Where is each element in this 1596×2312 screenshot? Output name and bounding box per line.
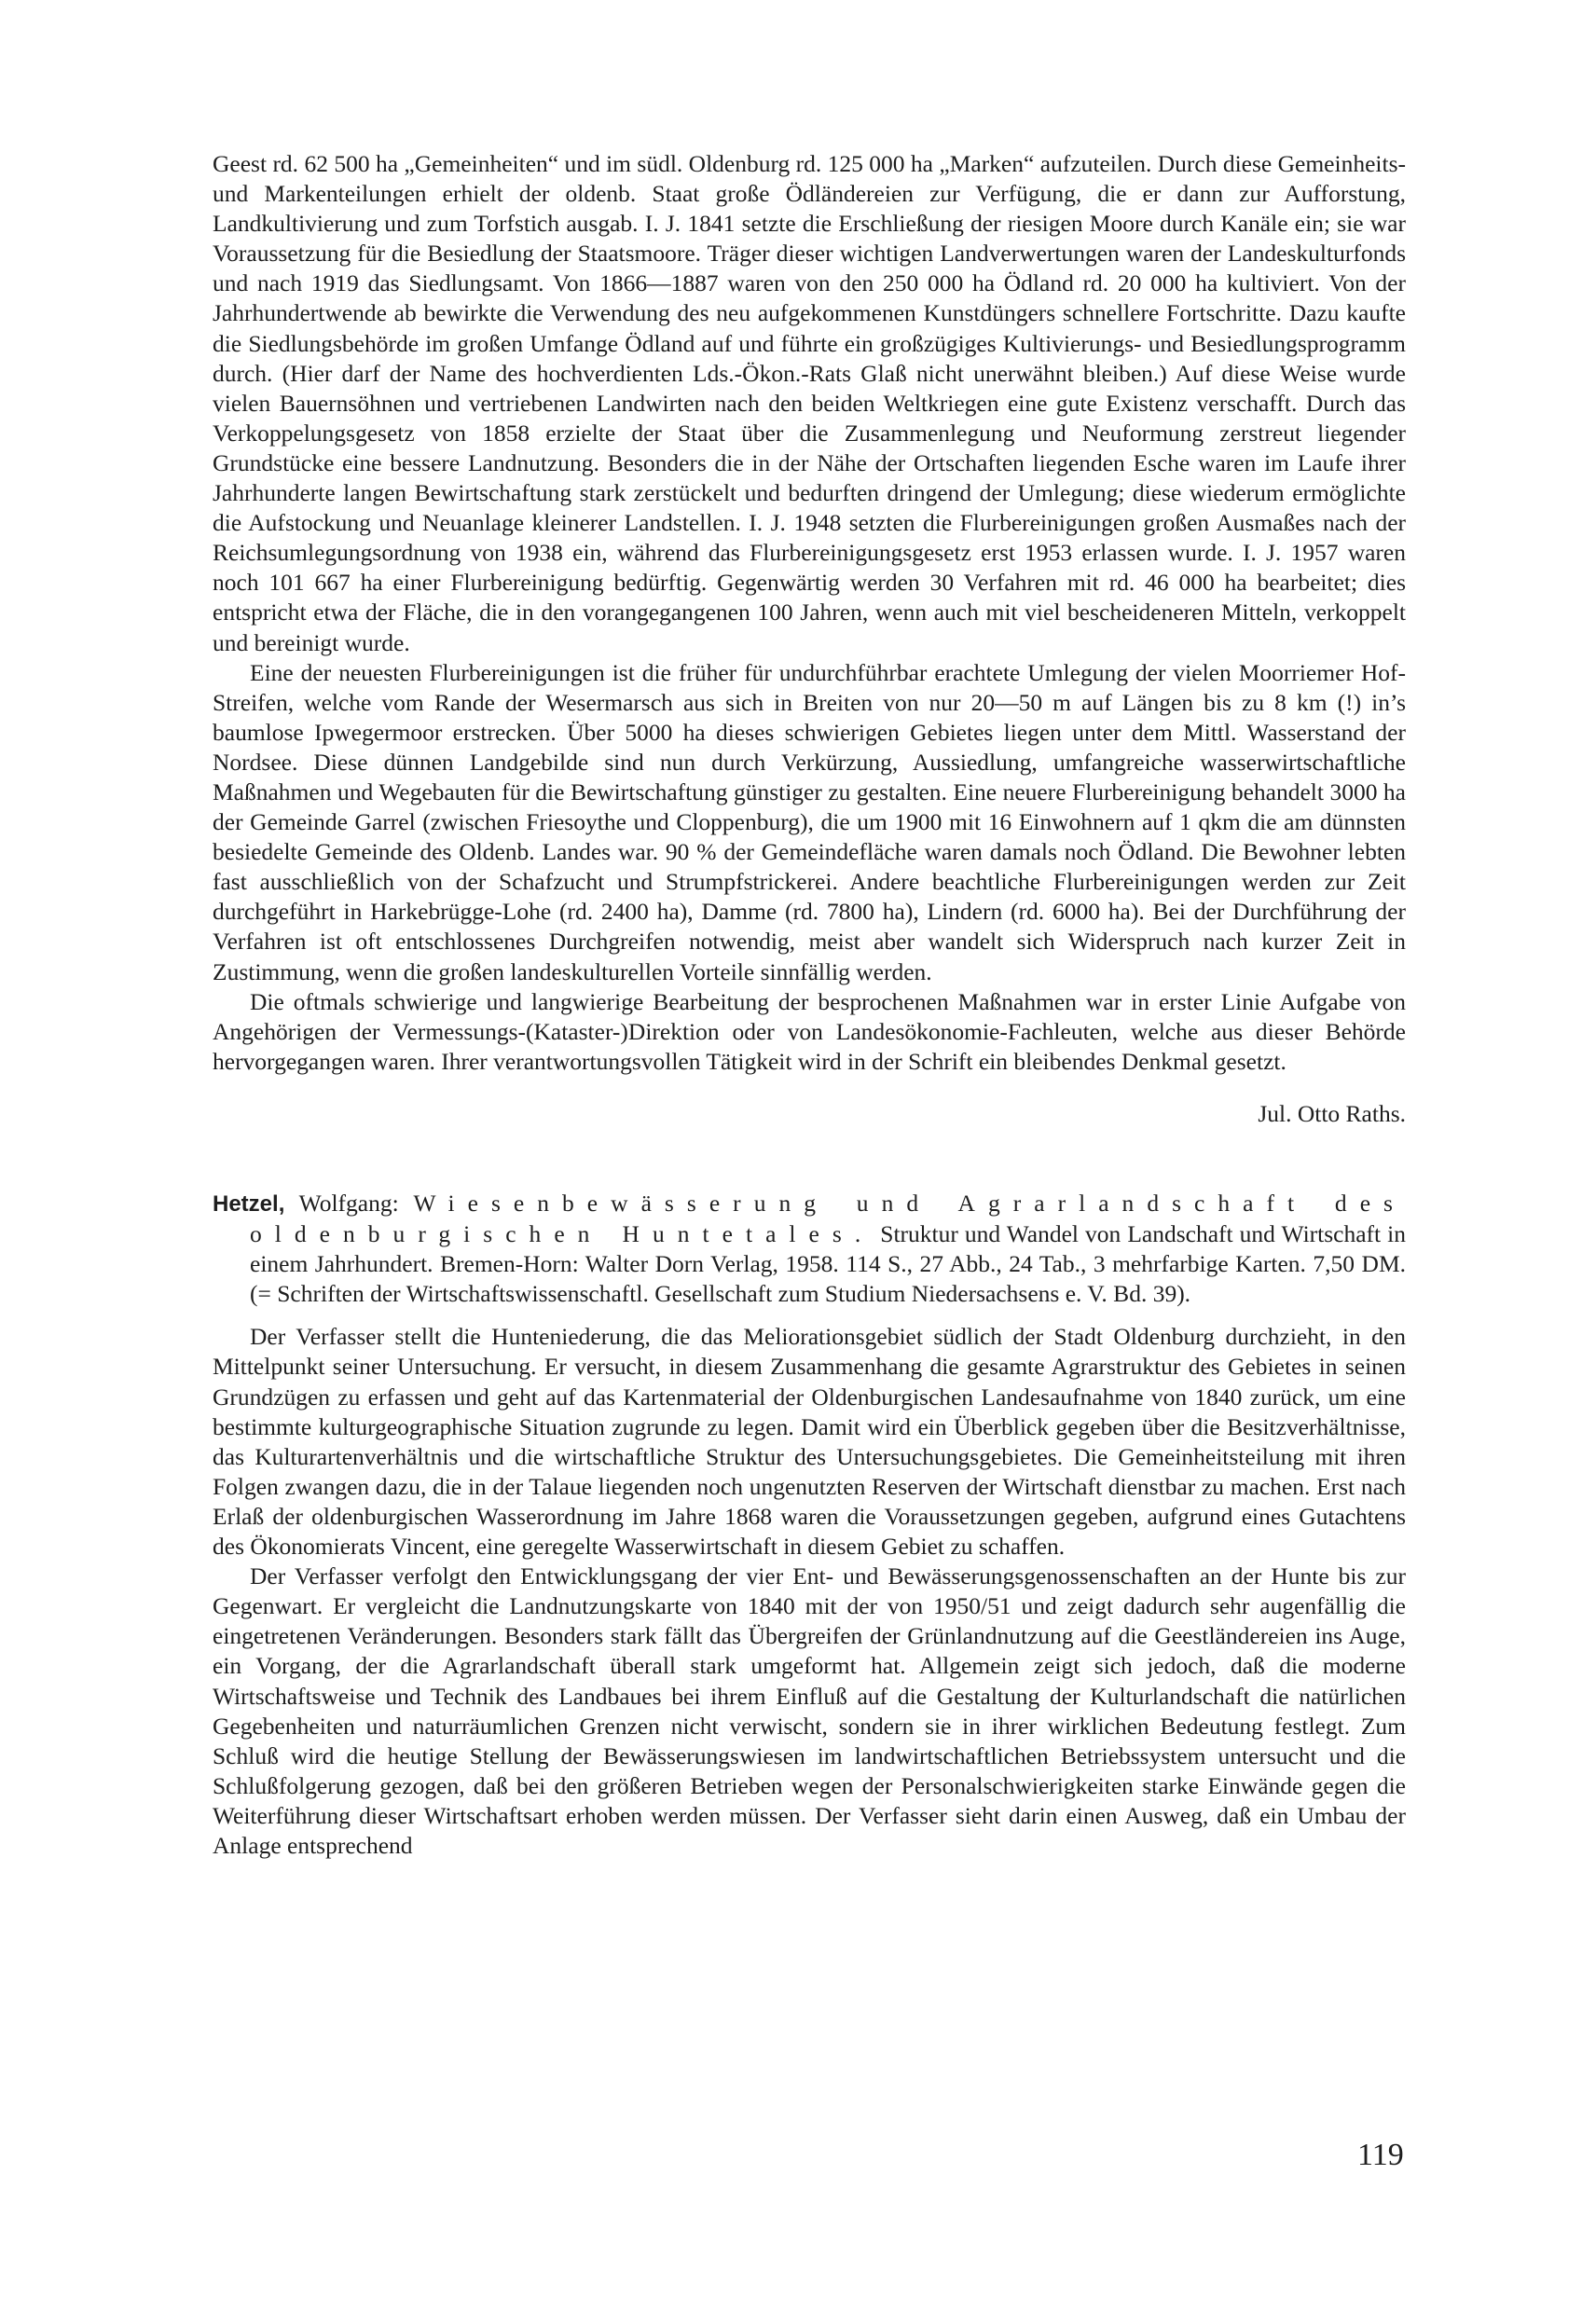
body-paragraph: Eine der neuesten Flurbereinigungen ist die früher für undurchführbar erachtete Umlegung der vielen Moorriemer Hof-Streifen, welche vom Rande der Wesermarsch aus sich in Breiten von nur 20—50 m auf Längen bis zu 8 km (!) in’s baumlose Ipwegermoor erstrecken. Über 5000 ha dieses schwierigen Gebietes liegen unter dem Mittl. Wasserstand der Nordsee. Diese dünnen Landgebilde sind nun durch Verkürzung, Aussiedlung, umfangreiche wasserwirtschaftliche Maßnahmen und Wegebauten für die Bewirtschaftung günstiger zu gestalten. Eine neuere Flurbereinigung behandelt 3000 ha der Gemeinde Garrel (zwischen Friesoythe und Cloppenburg), die um 1900 mit 16 Einwohnern auf 1 qkm die am dünnsten besiedelte Gemeinde des Oldenb. Landes war. 90 % der Gemeindefläche waren damals noch Ödland. Die Bewohner lebten fast ausschließlich von der Schafzucht und Strumpfstrickerei. Andere beachtliche Flurbereinigungen werden zur Zeit durchgeführt in Harkebrügge-Lohe (rd. 2400 ha), Damme (rd. 7800 ha), Lindern (rd. 6000 ha). Bei der Durchführung der Verfahren ist oft entschlossenes Durchgreifen notwendig, meist aber wandelt sich Widerspruch nach kurzer Zeit in Zustimmung, wenn die großen landeskulturellen Vorteile sinnfällig werden. (213, 658, 1406, 985)
book-review (213, 1189, 1406, 1861)
bibliographic-entry (213, 1189, 1406, 1309)
body-paragraph: Der Verfasser stellt die Hunteniederung, die das Meliorationsgebiet südlich der Stadt Oldenburg durchzieht, in den Mittelpunkt seiner Untersuchung. Er versucht, in diesem Zusammenhang die gesamte Agrarstruktur des Gebietes in seinen Grundzügen zu erfassen und geht auf das Kartenmaterial der Oldenburgischen Landesaufnahme von 1840 zurück, um eine bestimmte kulturgeographische Situation zugrunde zu legen. Damit wird ein Überblick gegeben über die Besitzverhältnisse, das Kulturartenverhältnis und die wirtschaftliche Struktur des Untersuchungsgebietes. Die Gemeinheitsteilung mit ihren Folgen zwangen dazu, die in der Talaue liegenden noch ungenutzten Reserven der Wirtschaft dienstbar zu machen. Erst nach Erlaß der oldenburgischen Wasserordnung im Jahre 1868 waren die Voraussetzungen gegeben, aufgrund eines Gutachtens des Ökonomierats Vincent, eine geregelte Wasserwirtschaft in diesem Gebiet zu schaffen. (213, 1323, 1406, 1561)
body-paragraph: Geest rd. 62 500 ha „Gemeinheiten“ und im südl. Oldenburg rd. 125 000 ha „Marken“ aufzuteilen. Durch diese Gemeinheits- und Markenteilungen erhielt der oldenb. Staat große Ödländereien zur Verfügung, die er dann zur Aufforstung, Landkultivierung und zum Torfstich ausgab. I. J. 1841 setzte die Erschließung der riesigen Moore durch Kanäle ein; sie war Voraussetzung für die Besiedlung der Staatsmoore. Träger dieser wichtigen Landverwertungen waren der Landeskulturfonds und nach 1919 das Siedlungsamt. Von 1866—1887 waren von den 250 000 ha Ödland rd. 20 000 ha kultiviert. Von der Jahrhundertwende ab bewirkte die Verwendung des neu aufgekommenen Kunstdüngers schnellere Fortschritte. Dazu kaufte die Siedlungsbehörde im großen Umfange Ödland auf und führte ein großzügiges Kultivierungs- und Besiedlungsprogramm durch. (Hier darf der Name des hochverdienten Lds.-Ökon.-Rats Glaß nicht unerwähnt bleiben.) Auf diese Weise wurde vielen Bauernsöhnen und vertriebenen Landwirten nach den beiden Weltkriegen eine gute Existenz verschafft. Durch das Verkoppelungsgesetz von 1858 erzielte der Staat über die Zusammenlegung und Neuformung zerstreut liegender Grundstücke eine bessere Landnutzung. Besonders die in der Nähe der Ortschaften liegenden Esche waren im Laufe ihrer Jahrhunderte langen Bewirtschaftung stark zerstückelt und bedurften dringend der Umlegung; diese wiederum ermöglichte die Aufstockung und Neuanlage kleinerer Landstellen. I. J. 1948 setzten die Flurbereinigungen großen Ausmaßes nach der Reichsumlegungsordnung von 1938 ein, während das Flurbereinigungsgesetz erst 1953 erlassen wurde. I. J. 1957 waren noch 101 667 ha einer Flurbereinigung bedürftig. Gegenwärtig werden 30 Verfahren mit rd. 46 000 ha bearbeitet; dies entspricht etwa der Fläche, die in den vorangegangenen 100 Jahren, wenn auch mit viel bescheideneren Mitteln, verkoppelt und bereinigt wurde. (213, 150, 1406, 656)
reviewer-signature: Jul. Otto Raths. (1258, 1099, 1406, 1127)
book-citation: Struktur und Wandel von Landschaft und Wirtschaft in einem Jahrhundert. Bremen-Horn: Walter Dorn Verlag, 1958. 114 S., 27 Abb., 24 Tab., 3 mehrfarbige Karten. 7,50 DM. (= Schriften der Wirtschaftswissenschaftl. Gesellschaft zum Studium Niedersachsens e. V. Bd. 39). (250, 1220, 1406, 1308)
text-column (213, 149, 1406, 1861)
book-title: Wiesenbewässerung und Agrarlandschaft des oldenburgischen Huntetales. (250, 1190, 1406, 1248)
author-surname: Hetzel, (213, 1191, 285, 1217)
page-number: 119 (1357, 2138, 1404, 2172)
body-paragraph: Die oftmals schwierige und langwierige Bearbeitung der besprochenen Maßnahmen war in erster Linie Aufgabe von Angehörigen der Vermessungs-(Kataster-)Direktion oder von Landesökonomie-Fachleuten, welche aus dieser Behörde hervorgegangen waren. Ihrer verantwortungsvollen Tätigkeit wird in der Schrift ein bleibendes Denkmal gesetzt. (213, 987, 1406, 1075)
author-given-name: Wolfgang: (284, 1190, 414, 1217)
body-paragraph: Der Verfasser verfolgt den Entwicklungsgang der vier Ent- und Bewässerungsgenossenschaften an der Hunte bis zur Gegenwart. Er vergleicht die Landnutzungskarte von 1840 mit der von 1950/51 und zeigt dadurch sehr augenfällig die eingetretenen Veränderungen. Besonders stark fällt das Übergreifen der Grünlandnutzung auf die Geestländereien ins Auge, ein Vorgang, der die Agrarlandschaft überall stark umgeformt hat. Allgemein zeigt sich jedoch, daß die moderne Wirtschaftsweise und Technik des Landbaues bei ihrem Einfluß auf die Gestaltung der Kulturlandschaft die natürlichen Gegebenheiten und naturräumlichen Grenzen nicht verwischt, sondern sie in ihrer wirklichen Bedeutung festlegt. Zum Schluß wird die heutige Stellung der Bewässerungswiesen im landwirtschaftlichen Betriebssystem untersucht und die Schlußfolgerung gezogen, daß bei den größeren Betrieben wegen der Personalschwierigkeiten starke Einwände gegen die Weiterführung dieser Wirtschaftsart erhoben werden müssen. Der Verfasser sieht darin einen Ausweg, daß ein Umbau der Anlage entsprechend (213, 1562, 1406, 1859)
previous-review-continuation (213, 149, 1406, 1129)
